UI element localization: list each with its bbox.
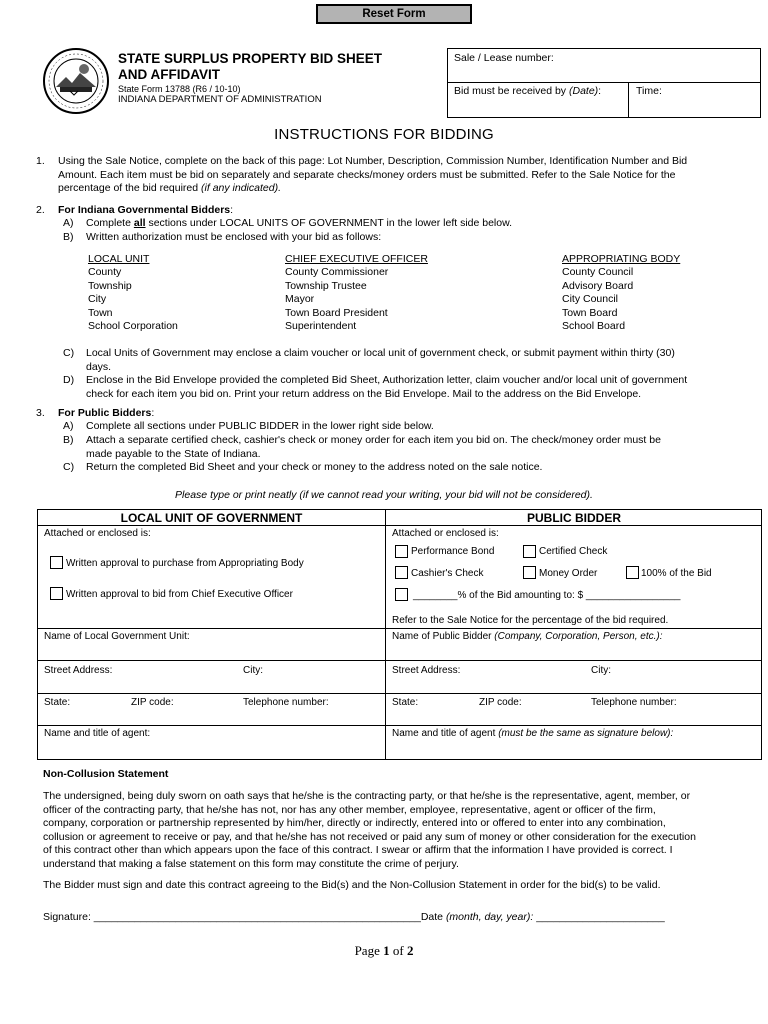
item2-a-bold: all bbox=[133, 217, 146, 229]
form-title-line1: STATE SURPLUS PROPERTY BID SHEET bbox=[118, 51, 383, 66]
date-label: Date bbox=[420, 911, 446, 923]
item2-c-line1: Local Units of Government may enclose a claim voucher or local unit of government check, or submit payment within thirty (30) bbox=[86, 347, 675, 359]
approval-appropriating-checkbox[interactable] bbox=[50, 556, 63, 569]
local-agent-field[interactable]: Name and title of agent: bbox=[44, 728, 151, 739]
local-unit-section-title: LOCAL UNIT OF GOVERNMENT bbox=[120, 511, 303, 525]
sale-lease-number-field[interactable]: Sale / Lease number: bbox=[454, 52, 554, 64]
item2-title bbox=[58, 204, 233, 218]
bid-received-date-italic: (Date) bbox=[568, 85, 599, 97]
public-name-label: Name of Public Bidder bbox=[392, 631, 495, 642]
percent-bid-checkbox[interactable] bbox=[395, 588, 408, 601]
form-title-line2: AND AFFIDAVIT bbox=[118, 67, 220, 82]
units-row-local bbox=[88, 266, 178, 334]
units-header-local: LOCAL UNIT bbox=[88, 253, 150, 265]
item3-title-colon: : bbox=[151, 407, 155, 419]
local-city-field[interactable]: City: bbox=[243, 665, 263, 676]
item3-b-line1: Attach a separate certified check, cashier's check or money order for each item you bid on. The check/money order must be bbox=[86, 434, 661, 446]
non-collusion-line: The undersigned, being duly sworn on oath says that he/she is the contracting party, or that he/she is the representative, agent, member, or bbox=[43, 790, 691, 802]
unit-local-township: Township bbox=[88, 279, 132, 292]
bid-time-field[interactable]: Time: bbox=[636, 85, 662, 97]
unit-ceo-county: County Commissioner bbox=[285, 266, 389, 278]
item2-title-text: For Indiana Governmental Bidders bbox=[58, 204, 231, 216]
public-state-field[interactable]: State: bbox=[392, 697, 419, 708]
units-header-ceo: CHIEF EXECUTIVE OFFICER bbox=[285, 253, 428, 265]
cashiers-check-checkbox[interactable] bbox=[395, 566, 408, 579]
bid-received-colon: : bbox=[598, 85, 602, 97]
page-number bbox=[0, 943, 768, 959]
item2-d-line1: Enclose in the Bid Envelope provided the completed Bid Sheet, Authorization letter, claim voucher and/or local unit of government bbox=[86, 374, 688, 386]
page-of: of bbox=[389, 943, 407, 958]
item2-c-line2: days. bbox=[86, 360, 112, 373]
approval-ceo-label: Written approval to bid from Chief Executive Officer bbox=[66, 589, 293, 600]
non-collusion-line: understand that making a false statement on this form may constitute the crime of perjury. bbox=[43, 857, 459, 870]
item2-a-letter: A) bbox=[63, 217, 74, 229]
non-collusion-line: collusion or agreement to receive or pay, and that he/she has not received or paid any sum of money or other consideration for the execution bbox=[43, 830, 696, 843]
full-bid-checkbox[interactable] bbox=[626, 566, 639, 579]
item3-b-letter: B) bbox=[63, 434, 74, 446]
unit-ceo-township: Township Trustee bbox=[285, 279, 367, 292]
page-prefix: Page bbox=[354, 943, 384, 958]
local-attached-label: Attached or enclosed is: bbox=[44, 528, 151, 539]
performance-bond-checkbox[interactable] bbox=[395, 545, 408, 558]
page-current: 1 bbox=[383, 943, 390, 958]
item1-number: 1. bbox=[36, 155, 45, 167]
non-collusion-line: officer of the contracting party, that he/she has not, nor has any other member, employee, representative, agent or officer of the firm, bbox=[43, 803, 656, 816]
item1-text bbox=[58, 155, 762, 196]
item3-b-text bbox=[86, 434, 762, 461]
money-order-label: Money Order bbox=[539, 568, 598, 579]
bid-received-date-field[interactable] bbox=[454, 85, 601, 97]
signature-row bbox=[43, 911, 665, 925]
bid-received-label: Bid must be received by bbox=[454, 85, 567, 97]
date-field[interactable]: ______________________ bbox=[536, 911, 665, 923]
state-seal-icon bbox=[42, 47, 110, 115]
public-street-field[interactable]: Street Address: bbox=[392, 665, 461, 676]
unit-app-county: County Council bbox=[562, 266, 634, 278]
public-agent-italic: (must be the same as signature below): bbox=[498, 728, 674, 739]
reset-form-button[interactable]: Reset Form bbox=[316, 4, 472, 24]
instructions-heading: INSTRUCTIONS FOR BIDDING bbox=[274, 126, 494, 143]
public-agent-label: Name and title of agent bbox=[392, 728, 499, 739]
item3-a-letter: A) bbox=[63, 420, 74, 432]
approval-ceo-checkbox[interactable] bbox=[50, 587, 63, 600]
refer-sale-notice-text: Refer to the Sale Notice for the percentage of the bid required. bbox=[392, 615, 669, 626]
item2-a-text bbox=[86, 217, 512, 231]
item1-line1: Using the Sale Notice, complete on the back of this page: Lot Number, Description, Commission Number, Identification Number and Bid bbox=[58, 155, 688, 167]
local-unit-name-field[interactable]: Name of Local Government Unit: bbox=[44, 631, 190, 642]
sign-instruction: The Bidder must sign and date this contract agreeing to the Bid(s) and the Non-Collusion Statement in order for the bid(s) to be valid. bbox=[43, 879, 661, 891]
unit-app-school: School Board bbox=[562, 320, 626, 332]
non-collusion-statement bbox=[43, 790, 763, 871]
unit-app-city: City Council bbox=[562, 293, 619, 305]
item2-title-colon: : bbox=[230, 204, 234, 216]
unit-local-county: County bbox=[88, 266, 122, 278]
unit-ceo-town: Town Board President bbox=[285, 306, 388, 319]
certified-check-label: Certified Check bbox=[539, 546, 608, 557]
units-row-ceo bbox=[285, 266, 388, 334]
local-street-field[interactable]: Street Address: bbox=[44, 665, 113, 676]
local-zip-field[interactable]: ZIP code: bbox=[131, 697, 174, 708]
form-title bbox=[118, 51, 418, 83]
item2-number: 2. bbox=[36, 204, 45, 216]
local-phone-field[interactable]: Telephone number: bbox=[243, 697, 329, 708]
item2-c-text bbox=[86, 347, 762, 374]
non-collusion-line: of this contract other than which appears upon the face of this contract. I swear or affirm that the information I have provided is correct. I bbox=[43, 844, 673, 856]
item2-a-post: sections under LOCAL UNITS OF GOVERNMENT in the lower left side below. bbox=[145, 217, 513, 229]
non-collusion-line: company, corporation or partnership represented by him/her, directly or indirectly, entered into or offered to enter into any combination, bbox=[43, 817, 666, 829]
item2-b-text: Written authorization must be enclosed with your bid as follows: bbox=[86, 231, 382, 243]
public-name-italic: (Company, Corporation, Person, etc.): bbox=[494, 631, 663, 642]
unit-local-school: School Corporation bbox=[88, 320, 178, 332]
item1-line3-pre: percentage of the bid required bbox=[58, 182, 202, 194]
item3-a-text: Complete all sections under PUBLIC BIDDER in the lower right side below. bbox=[86, 420, 434, 432]
local-state-field[interactable]: State: bbox=[44, 697, 71, 708]
public-zip-field[interactable]: ZIP code: bbox=[479, 697, 522, 708]
item3-b-line2: made payable to the State of Indiana. bbox=[86, 447, 261, 460]
certified-check-checkbox[interactable] bbox=[523, 545, 536, 558]
department-name: INDIANA DEPARTMENT OF ADMINISTRATION bbox=[118, 94, 322, 105]
item3-c-letter: C) bbox=[63, 461, 75, 473]
approval-appropriating-label: Written approval to purchase from Appropriating Body bbox=[66, 558, 304, 569]
item2-c-letter: C) bbox=[63, 347, 75, 359]
unit-local-city: City bbox=[88, 293, 107, 305]
unit-ceo-city: Mayor bbox=[285, 293, 315, 305]
performance-bond-label: Performance Bond bbox=[411, 546, 495, 557]
public-bidder-section-title: PUBLIC BIDDER bbox=[526, 511, 621, 525]
units-header-appropriating: APPROPRIATING BODY bbox=[562, 253, 681, 265]
signature-label: Signature: bbox=[43, 911, 91, 923]
money-order-checkbox[interactable] bbox=[523, 566, 536, 579]
non-collusion-title: Non-Collusion Statement bbox=[43, 768, 169, 780]
item3-title bbox=[58, 407, 154, 421]
unit-ceo-school: Superintendent bbox=[285, 320, 357, 332]
page-total: 2 bbox=[406, 943, 414, 958]
public-city-field[interactable]: City: bbox=[591, 665, 611, 676]
item3-title-text: For Public Bidders bbox=[58, 407, 152, 419]
public-attached-label: Attached or enclosed is: bbox=[392, 528, 499, 539]
public-phone-field[interactable]: Telephone number: bbox=[591, 697, 677, 708]
unit-app-township: Advisory Board bbox=[562, 279, 634, 292]
item2-d-line2: check for each item you bid on. Print your return address on the Bid Envelope. Mail to the address on the Bid Envelope. bbox=[86, 387, 642, 400]
bidder-form-table bbox=[37, 509, 762, 760]
item2-b-letter: B) bbox=[63, 231, 74, 243]
cashiers-check-label: Cashier's Check bbox=[411, 568, 484, 579]
item2-a-pre: Complete bbox=[86, 217, 134, 229]
full-bid-label: 100% of the Bid bbox=[641, 568, 712, 579]
date-format-hint: (month, day, year): bbox=[445, 911, 534, 923]
print-neatly-note: Please type or print neatly (if we cannot read your writing, your bid will not be considered). bbox=[175, 489, 593, 501]
form-number: State Form 13788 (R6 / 10-10) bbox=[118, 84, 241, 94]
unit-local-town: Town bbox=[88, 306, 113, 319]
sale-info-box bbox=[447, 48, 761, 118]
percent-bid-amount-field[interactable]: ________% of the Bid amounting to: $ _________________ bbox=[413, 590, 681, 601]
public-bidder-name-field[interactable] bbox=[392, 631, 663, 642]
item2-d-text bbox=[86, 374, 762, 401]
item3-c-text: Return the completed Bid Sheet and your check or money to the address noted on the sale notice. bbox=[86, 461, 543, 473]
item1-line2: Amount. Each item must be bid on separately and separate checks/money orders must be submitted. Refer to the Sale Notice for the bbox=[58, 168, 676, 181]
unit-app-town: Town Board bbox=[562, 306, 618, 319]
item2-d-letter: D) bbox=[63, 374, 75, 386]
item3-number: 3. bbox=[36, 407, 45, 419]
item1-line3 bbox=[58, 182, 762, 196]
item1-line3-italic: (if any indicated). bbox=[201, 182, 281, 194]
signature-field[interactable]: ________________________________________________________ bbox=[93, 911, 421, 923]
units-row-appropriating bbox=[562, 266, 633, 334]
public-agent-field[interactable] bbox=[392, 728, 673, 739]
